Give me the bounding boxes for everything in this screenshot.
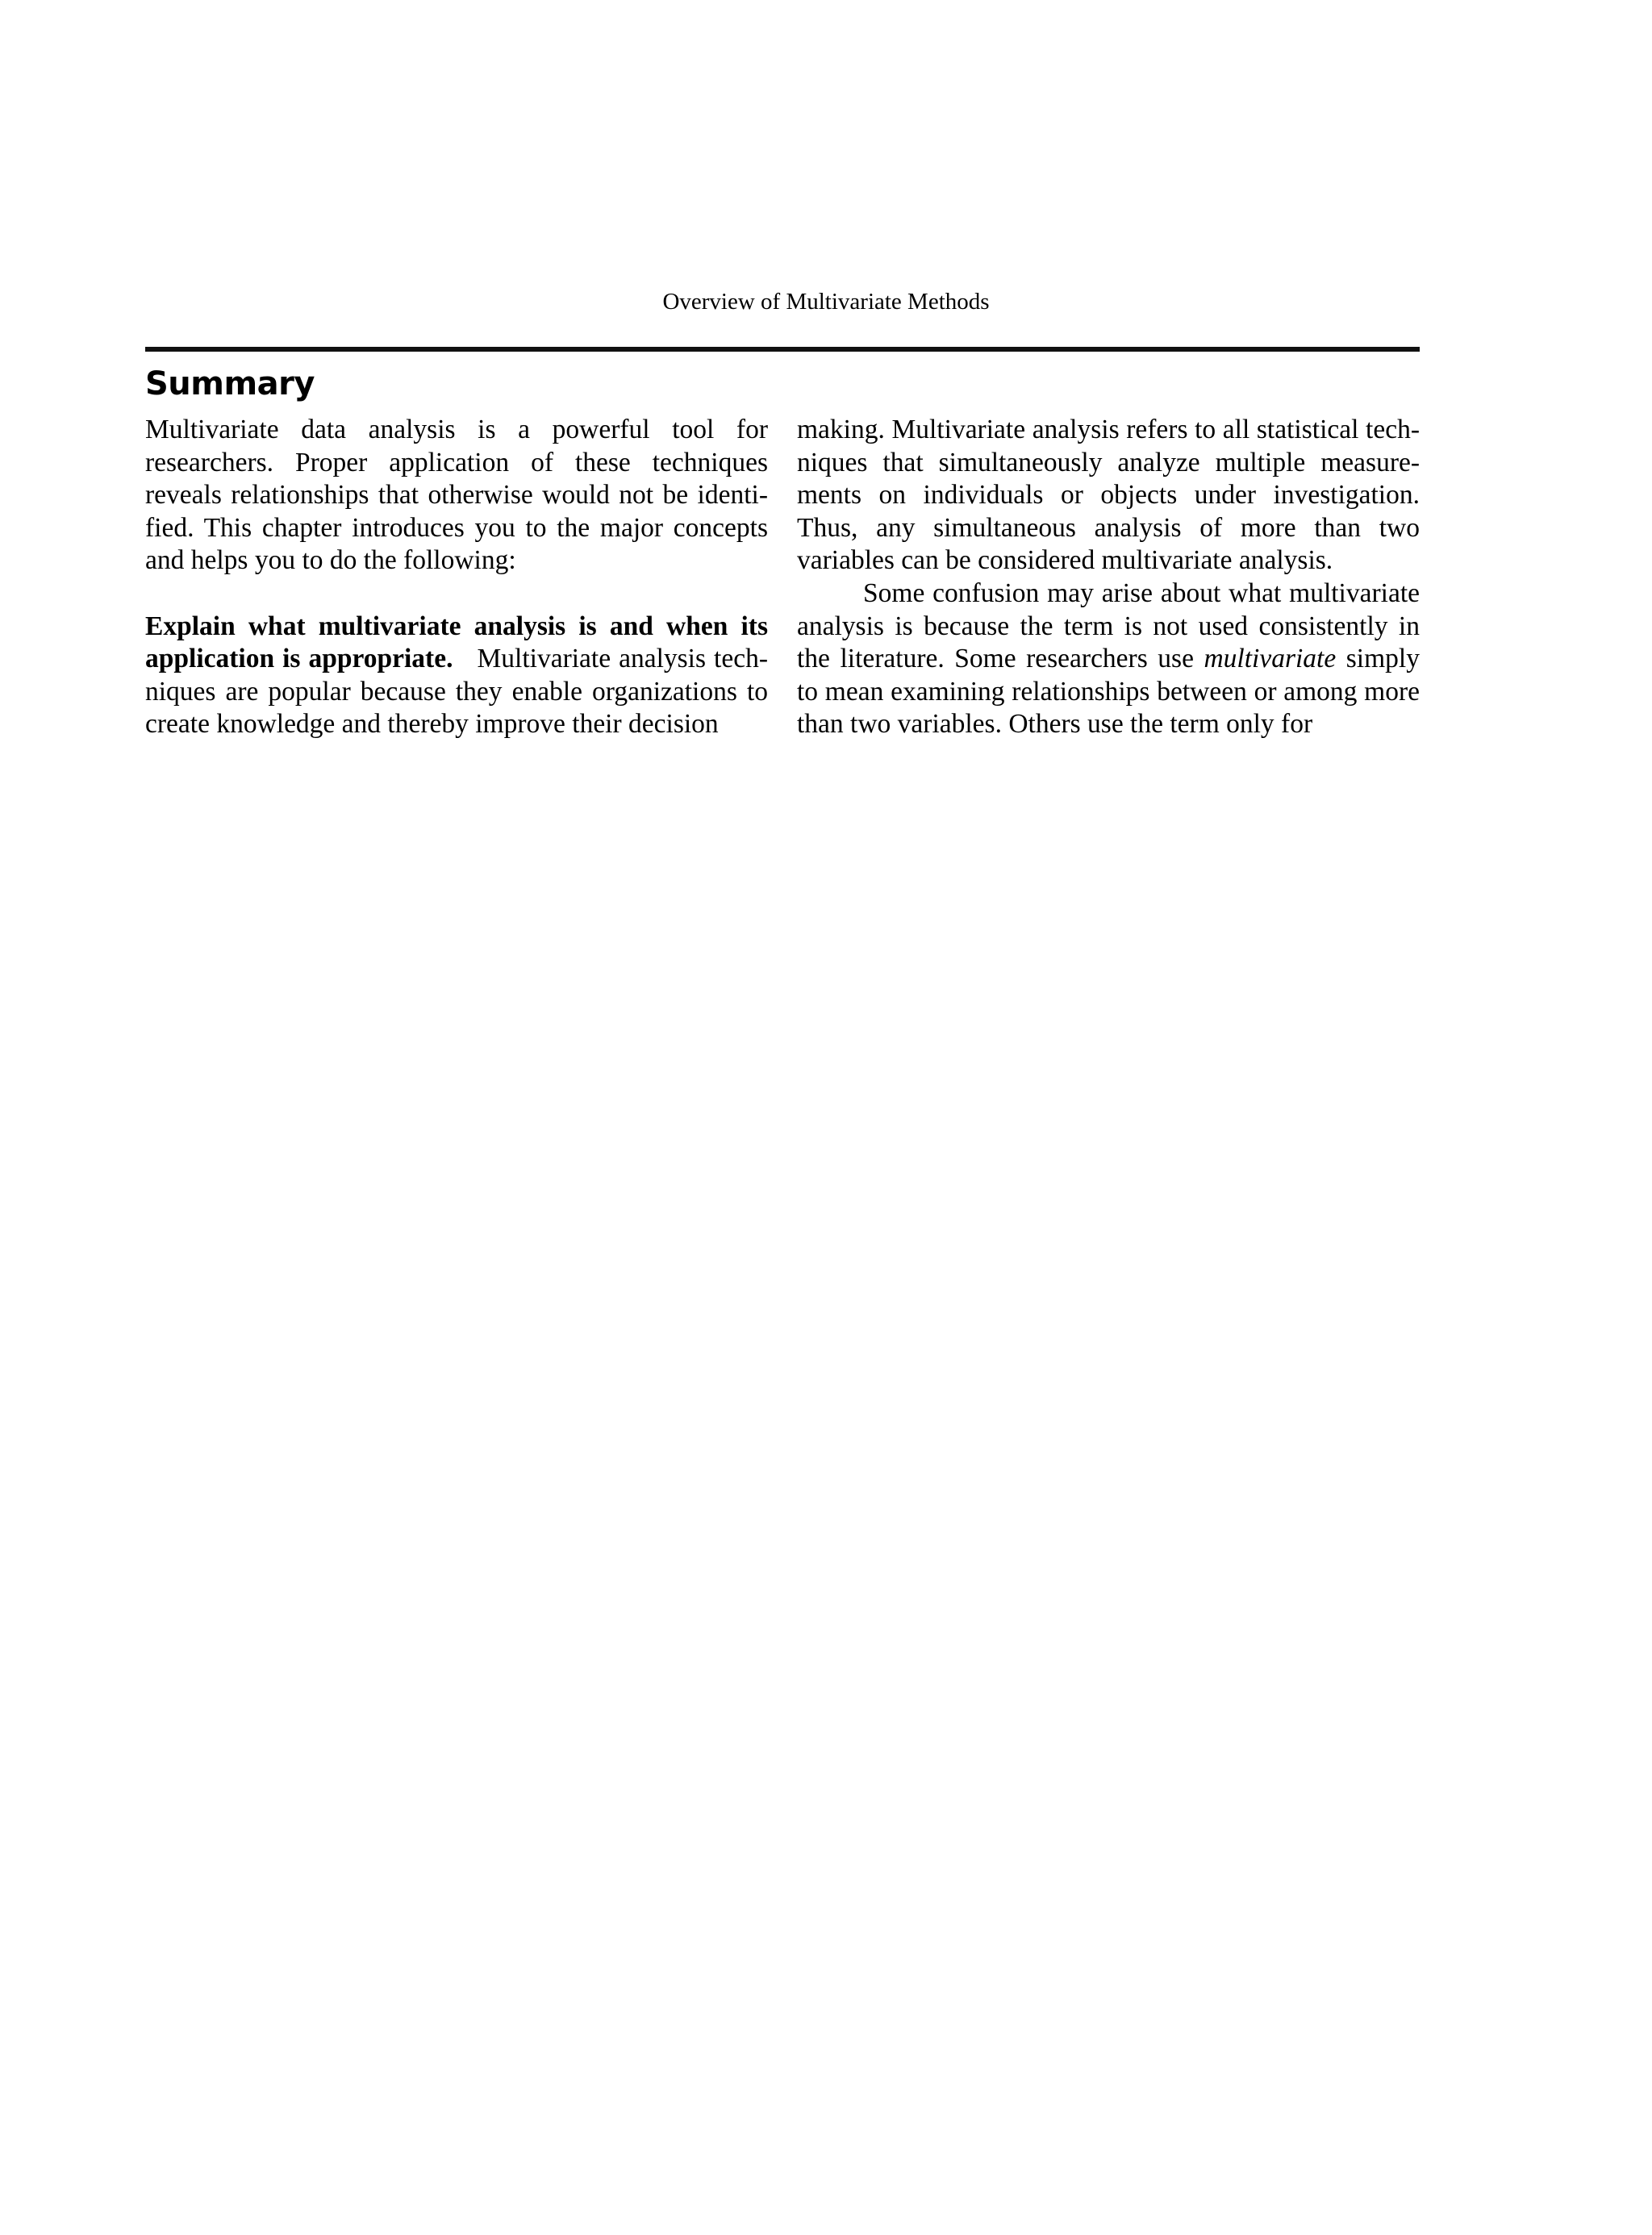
- running-head: Overview of Multivariate Methods: [662, 289, 990, 315]
- objective-heading: Explain what multivariate analysis is and when its application is appropriate.: [145, 611, 768, 674]
- emphasized-term: multivariate: [1204, 644, 1337, 674]
- paragraph-gap: [145, 578, 768, 611]
- objective-text: Multivariate analysis techniques are popular because they enable organizations to create knowledge and thereby improve their decision: [145, 644, 768, 740]
- confusion-paragraph: [797, 578, 1420, 741]
- definition-paragraph: making. Multivariate analysis refers to all statistical techniques that simultaneously analyze multiple measurements on individuals or objects under investigation. Thus, any simultaneous analysis of more than two variables can be considered multivariate analysis.: [797, 415, 1420, 576]
- confusion-text-end: simply to mean examining relationships between or among more than two variables. Others use the term only for: [797, 644, 1420, 740]
- intro-paragraph: Multivariate data analysis is a powerful tool for researchers. Proper application of these techniques reveals relationships that otherwise would not be identified. This chapter introduces you to the major concepts and helps you to do the following:: [145, 415, 768, 576]
- confusion-text-start: Some confusion may arise about what multivariate analysis is because the term is not used consistently in the literature. Some researchers use: [797, 578, 1420, 674]
- section-divider: [145, 347, 1420, 352]
- objective-paragraph: [145, 611, 768, 741]
- left-column: [145, 414, 768, 741]
- right-column: [797, 414, 1420, 741]
- section-heading: Summary: [145, 365, 315, 402]
